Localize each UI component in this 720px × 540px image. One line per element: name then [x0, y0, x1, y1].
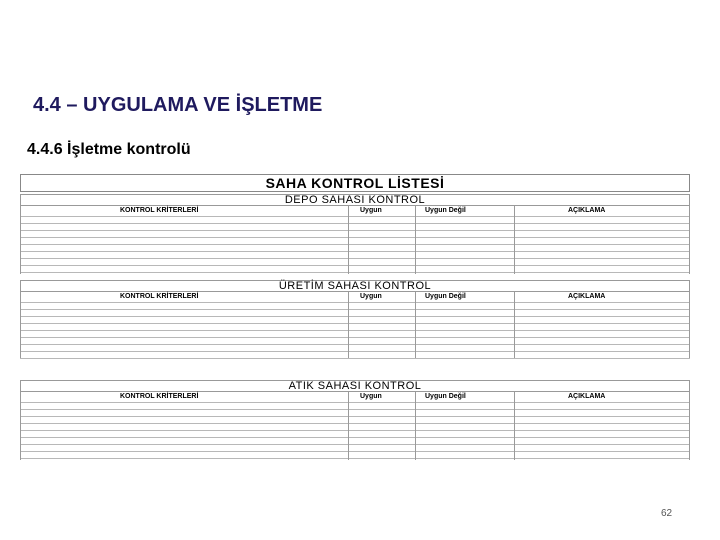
column-divider: [20, 292, 21, 358]
row-line: [20, 244, 690, 245]
column-divider: [415, 206, 416, 274]
row-line: [20, 351, 690, 352]
checklist-section-depot: [20, 194, 690, 274]
site-checklist-form: [20, 174, 690, 460]
column-header-suitable: Uygun: [360, 393, 382, 400]
row-line: [20, 358, 690, 359]
column-header-description: AÇIKLAMA: [568, 393, 606, 400]
section-grid: [20, 402, 690, 460]
page-number: 62: [661, 508, 673, 519]
column-header-description: AÇIKLAMA: [568, 207, 606, 214]
row-line: [20, 409, 690, 410]
row-line: [20, 337, 690, 338]
column-divider: [514, 392, 515, 460]
row-line: [20, 265, 690, 266]
row-line: [20, 423, 690, 424]
column-header-suitable: Uygun: [360, 293, 382, 300]
column-header-unsuitable: Uygun Değil: [425, 393, 466, 400]
column-header-criteria: KONTROL KRİTERLERİ: [120, 393, 199, 400]
row-line: [20, 402, 690, 403]
row-line: [20, 223, 690, 224]
column-divider: [689, 206, 690, 274]
row-line: [20, 323, 690, 324]
row-line: [20, 330, 690, 331]
row-line: [20, 302, 690, 303]
column-header-suitable: Uygun: [360, 207, 382, 214]
column-divider: [348, 292, 349, 358]
checklist-section-production: [20, 280, 690, 358]
checklist-section-waste: [20, 380, 690, 460]
section-grid: [20, 302, 690, 358]
row-line: [20, 316, 690, 317]
row-line: [20, 237, 690, 238]
slide-title: 4.4 – UYGULAMA VE İŞLETME: [33, 94, 323, 116]
section-title: DEPO SAHASI KONTROL: [20, 194, 690, 206]
row-line: [20, 451, 690, 452]
section-grid: [20, 216, 690, 274]
column-header-unsuitable: Uygun Değil: [425, 293, 466, 300]
column-header-criteria: KONTROL KRİTERLERİ: [120, 293, 199, 300]
row-line: [20, 272, 690, 273]
row-line: [20, 416, 690, 417]
checklist-title: SAHA KONTROL LİSTESİ: [20, 174, 690, 192]
row-line: [20, 437, 690, 438]
column-divider: [348, 392, 349, 460]
column-divider: [689, 392, 690, 460]
row-line: [20, 230, 690, 231]
column-header-description: AÇIKLAMA: [568, 293, 606, 300]
column-divider: [20, 392, 21, 460]
column-header-criteria: KONTROL KRİTERLERİ: [120, 207, 199, 214]
column-divider: [348, 206, 349, 274]
slide-subtitle: 4.4.6 İşletme kontrolü: [27, 141, 191, 158]
column-divider: [514, 292, 515, 358]
column-divider: [415, 292, 416, 358]
row-line: [20, 258, 690, 259]
row-line: [20, 430, 690, 431]
section-title: ATIK SAHASI KONTROL: [20, 380, 690, 392]
row-line: [20, 344, 690, 345]
column-divider: [514, 206, 515, 274]
row-line: [20, 309, 690, 310]
row-line: [20, 458, 690, 459]
row-line: [20, 251, 690, 252]
section-title: ÜRETİM SAHASI KONTROL: [20, 280, 690, 292]
column-divider: [20, 206, 21, 274]
row-line: [20, 216, 690, 217]
column-divider: [689, 292, 690, 358]
column-header-unsuitable: Uygun Değil: [425, 207, 466, 214]
column-divider: [415, 392, 416, 460]
row-line: [20, 444, 690, 445]
